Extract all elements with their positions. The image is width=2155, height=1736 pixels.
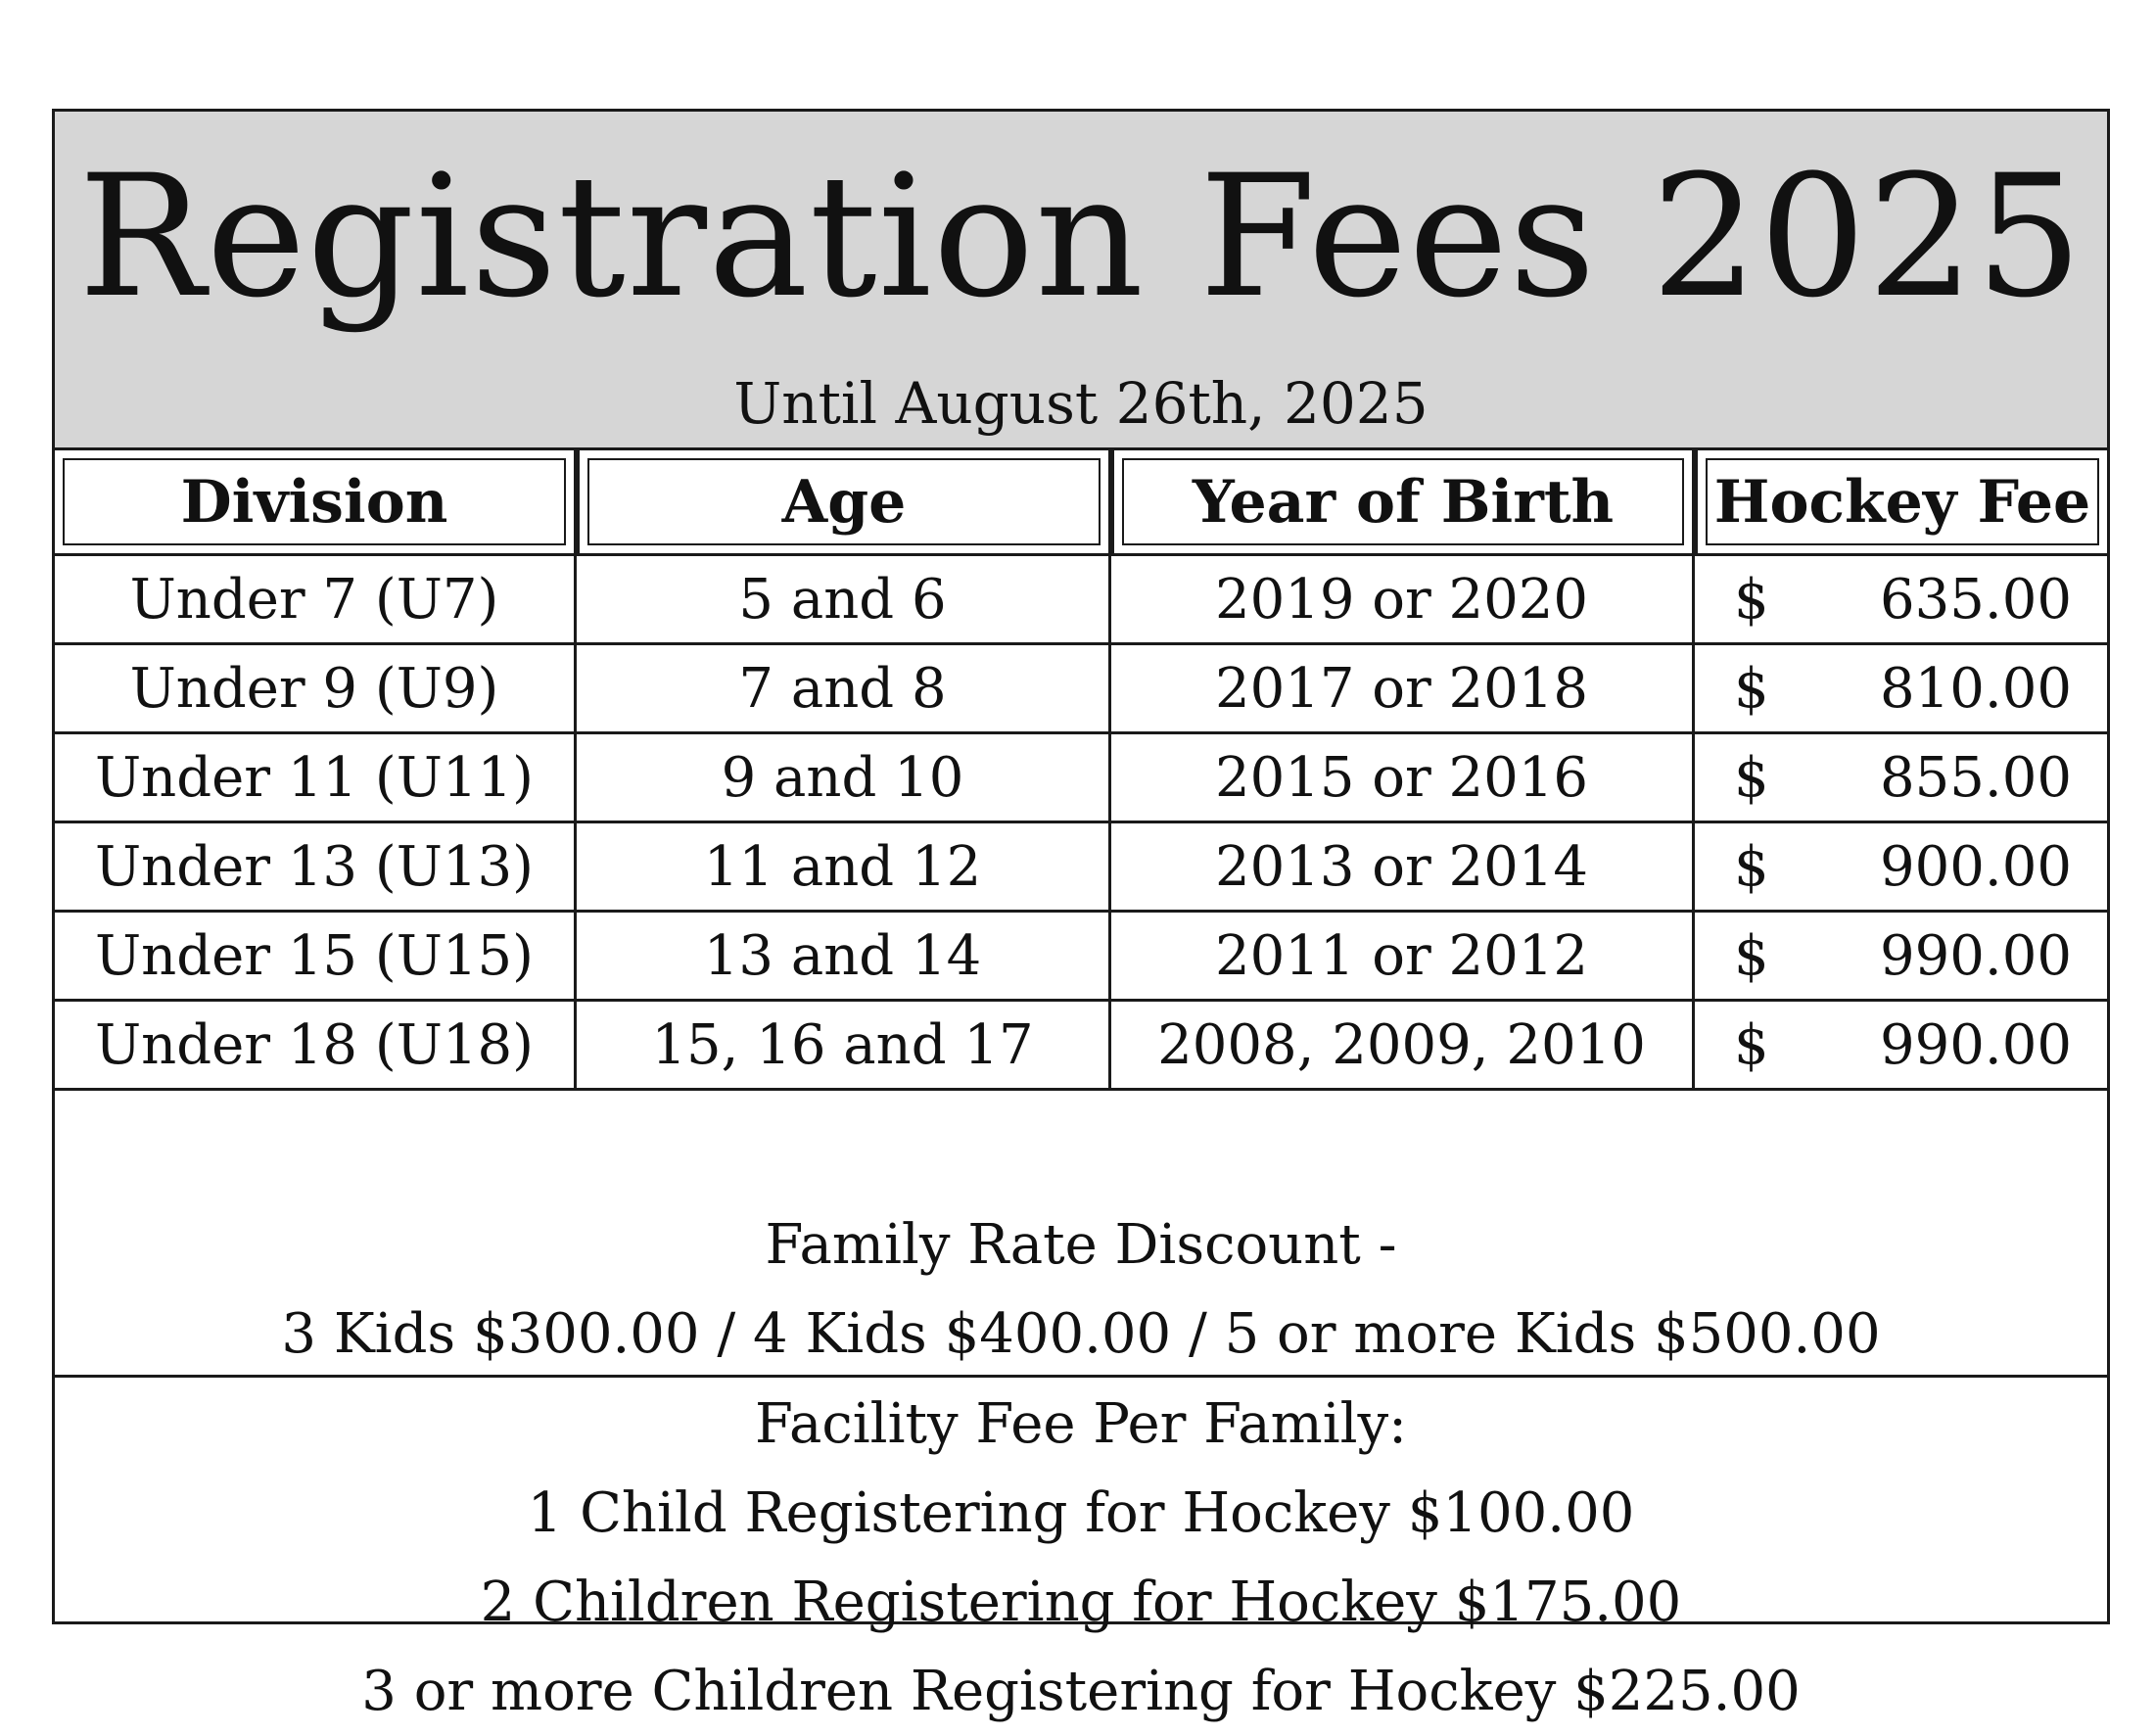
facility-fee-line: 2 Children Registering for Hockey $175.00 <box>480 1571 1682 1634</box>
table-row <box>55 645 2107 734</box>
age-cell: 5 and 6 <box>577 556 1111 642</box>
hockey-fee-cell <box>1695 734 2107 821</box>
hockey-fee-cell <box>1695 1002 2107 1088</box>
currency-symbol: $ <box>1734 923 1769 988</box>
division-cell: Under 11 (U11) <box>55 734 577 821</box>
year-of-birth-cell: 2017 or 2018 <box>1111 645 1695 731</box>
page-title: Registration Fees 2025 <box>78 138 2084 335</box>
column-header-division: Division <box>52 447 577 556</box>
column-header-hockey-fee: Hockey Fee <box>1695 447 2110 556</box>
fee-table <box>55 556 2107 1091</box>
column-header-row <box>52 447 2110 556</box>
family-discount-heading: Family Rate Discount - <box>765 1213 1397 1277</box>
fee-sheet <box>52 109 2110 1723</box>
table-row <box>55 823 2107 913</box>
hockey-fee-cell <box>1695 913 2107 999</box>
currency-symbol: $ <box>1734 656 1769 721</box>
division-cell: Under 15 (U15) <box>55 913 577 999</box>
header-banner <box>55 112 2107 447</box>
hockey-fee-cell <box>1695 556 2107 642</box>
hockey-fee-cell <box>1695 645 2107 731</box>
family-discount-details: 3 Kids $300.00 / 4 Kids $400.00 / 5 or more Kids $500.00 <box>281 1302 1881 1366</box>
column-header-year-of-birth: Year of Birth <box>1111 447 1695 556</box>
fee-amount: 810.00 <box>1880 656 2072 721</box>
age-cell: 15, 16 and 17 <box>577 1002 1111 1088</box>
division-cell: Under 7 (U7) <box>55 556 577 642</box>
family-discount-panel <box>55 1200 2107 1378</box>
currency-symbol: $ <box>1734 834 1769 899</box>
table-row <box>55 556 2107 645</box>
hockey-fee-cell <box>1695 823 2107 910</box>
division-cell: Under 13 (U13) <box>55 823 577 910</box>
fee-amount: 855.00 <box>1880 745 2072 810</box>
fee-amount: 900.00 <box>1880 834 2072 899</box>
column-header-age: Age <box>577 447 1111 556</box>
fee-amount: 990.00 <box>1880 1012 2072 1077</box>
division-cell: Under 18 (U18) <box>55 1002 577 1088</box>
currency-symbol: $ <box>1734 567 1769 632</box>
age-cell: 13 and 14 <box>577 913 1111 999</box>
table-row <box>55 734 2107 823</box>
fee-amount: 635.00 <box>1880 567 2072 632</box>
age-cell: 7 and 8 <box>577 645 1111 731</box>
currency-symbol: $ <box>1734 1012 1769 1077</box>
table-row <box>55 1002 2107 1091</box>
year-of-birth-cell: 2015 or 2016 <box>1111 734 1695 821</box>
year-of-birth-cell: 2019 or 2020 <box>1111 556 1695 642</box>
age-cell: 9 and 10 <box>577 734 1111 821</box>
deadline-subtitle: Until August 26th, 2025 <box>733 370 1429 437</box>
age-cell: 11 and 12 <box>577 823 1111 910</box>
division-cell: Under 9 (U9) <box>55 645 577 731</box>
facility-fee-line: 3 or more Children Registering for Hockey $225.00 <box>361 1660 1801 1723</box>
year-of-birth-cell: 2013 or 2014 <box>1111 823 1695 910</box>
facility-fee-heading: Facility Fee Per Family: <box>754 1392 1408 1456</box>
year-of-birth-cell: 2011 or 2012 <box>1111 913 1695 999</box>
year-of-birth-cell: 2008, 2009, 2010 <box>1111 1002 1695 1088</box>
fee-amount: 990.00 <box>1880 923 2072 988</box>
table-row <box>55 913 2107 1002</box>
facility-fee-line: 1 Child Registering for Hockey $100.00 <box>527 1481 1635 1545</box>
currency-symbol: $ <box>1734 745 1769 810</box>
facility-fee-panel <box>55 1378 2107 1723</box>
